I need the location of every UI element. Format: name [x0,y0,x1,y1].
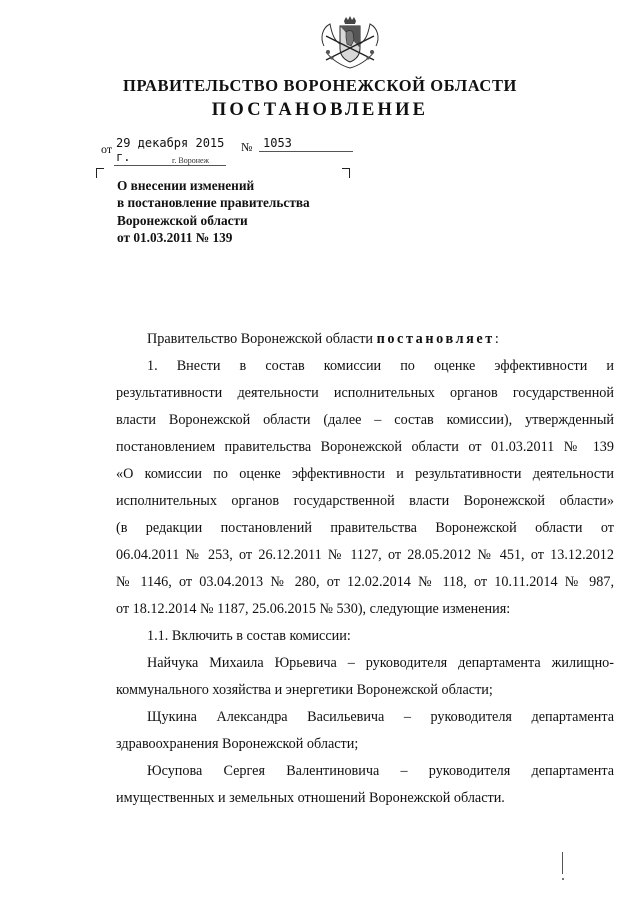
body-line: имущественных и земельных отношений Воронежской области. [116,790,505,806]
body-line: 1.1. Включить в состав комиссии: [147,628,351,644]
body-line: «О комиссии по оценке эффективности и результативности деятельности [116,466,614,482]
body-line: от 18.12.2014 № 1187, 25.06.2015 № 530), следующие изменения: [116,601,511,617]
number-label: № [241,140,253,154]
body-line: (в редакции постановлений правительства Воронежской области от [116,520,614,536]
body-line: власти Воронежской области (далее – состав комиссии), утвержденный [116,412,614,428]
subject-line: О внесении изменений [117,178,255,193]
subject-corner-left [96,168,104,178]
subject-line: Воронежской области [117,212,248,228]
document-subject [117,177,357,246]
body-line: 06.04.2011 № 253, от 26.12.2011 № 1127, от 28.05.2012 № 451, от 13.12.2012 [116,547,614,563]
subject-line: от 01.03.2011 № 139 [117,229,233,245]
intro-colon: : [494,331,499,347]
body-line: 1. Внести в состав комиссии по оценке эффективности и [147,358,614,374]
organization-title: ПРАВИТЕЛЬСТВО ВОРОНЕЖСКОЙ ОБЛАСТИ [123,76,517,95]
body-line: Юсупова Сергея Валентиновича – руководителя департамента [147,763,614,779]
body-line: Щукина Александра Васильевича – руководителя департамента [147,709,614,725]
body-line: Найчука Михаила Юрьевича – руководителя департамента жилищно- [147,655,614,671]
body-line: исполнительных органов государственной власти Воронежской области» [116,493,614,509]
city-label: г. Воронеж [172,156,210,165]
coat-of-arms-icon [318,16,382,70]
margin-mark [562,852,563,874]
subject-line: в постановление правительства [117,195,310,211]
decree-intro [147,326,499,353]
document-type-title: ПОСТАНОВЛЕНИЕ [211,100,429,120]
margin-dot [562,878,564,880]
document-number: 1053 [259,136,353,152]
from-label: от [101,142,113,156]
decree-word: постановляет [376,331,495,347]
document-date: 29 декабря 2015 г. [116,136,225,164]
body-line: здравоохранения Воронежской области; [116,736,359,752]
body-line: постановлением правительства Воронежской области от 01.03.2011 № 139 [116,439,614,455]
body-line: № 1146, от 03.04.2013 № 280, от 12.02.2014 № 118, от 10.11.2014 № 987, [116,574,614,590]
body-line: коммунального хозяйства и энергетики Воронежской области; [116,682,493,698]
body-line: результативности деятельности исполнительных органов государственной [116,385,614,401]
intro-text: Правительство Воронежской области [147,331,377,347]
